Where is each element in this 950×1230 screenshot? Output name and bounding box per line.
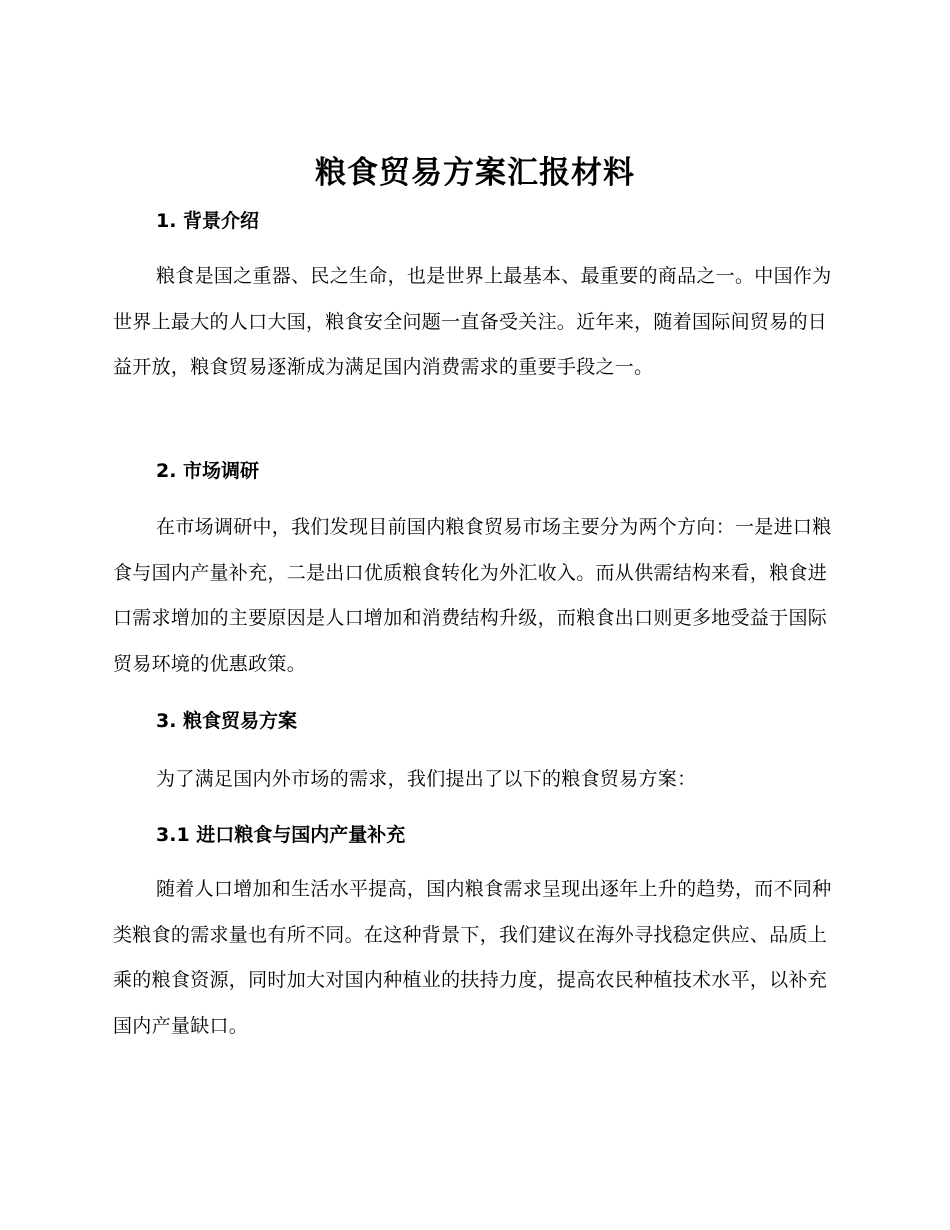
section-heading-trade-plan: 3. 粮食贸易方案 <box>156 710 298 732</box>
section-paragraph-import-supplement: 随着人口增加和生活水平提高，国内粮食需求呈现出逐年上升的趋势，而不同种类粮食的需求量也有所不同。在这种背景下，我们建议在海外寻找稳定供应、品质上乘的粮食资源，同时加大对国内种植业的扶持力度，提高农民种植技术水平，以补充国内产量缺口。 <box>113 878 832 1037</box>
section-paragraph-market-research: 在市场调研中，我们发现目前国内粮食贸易市场主要分为两个方向：一是进口粮食与国内产量补充，二是出口优质粮食转化为外汇收入。而从供需结构来看，粮食进口需求增加的主要原因是人口增加和消费结构升级，而粮食出口则更多地受益于国际贸易环境的优惠政策。 <box>113 516 832 675</box>
document-title: 粮食贸易方案汇报材料 <box>315 155 635 191</box>
section-heading-market-research: 2. 市场调研 <box>156 460 260 482</box>
section-heading-background: 1. 背景介绍 <box>156 210 260 232</box>
section-paragraph-background: 粮食是国之重器、民之生命，也是世界上最基本、最重要的商品之一。中国作为世界上最大的人口大国，粮食安全问题一直备受关注。近年来，随着国际间贸易的日益开放，粮食贸易逐渐成为满足国内消费需求的重要手段之一。 <box>113 265 832 378</box>
section-heading-import-supplement: 3.1 进口粮食与国内产量补充 <box>156 824 406 846</box>
section-paragraph-trade-plan: 为了满足国内外市场的需求，我们提出了以下的粮食贸易方案： <box>156 768 697 790</box>
